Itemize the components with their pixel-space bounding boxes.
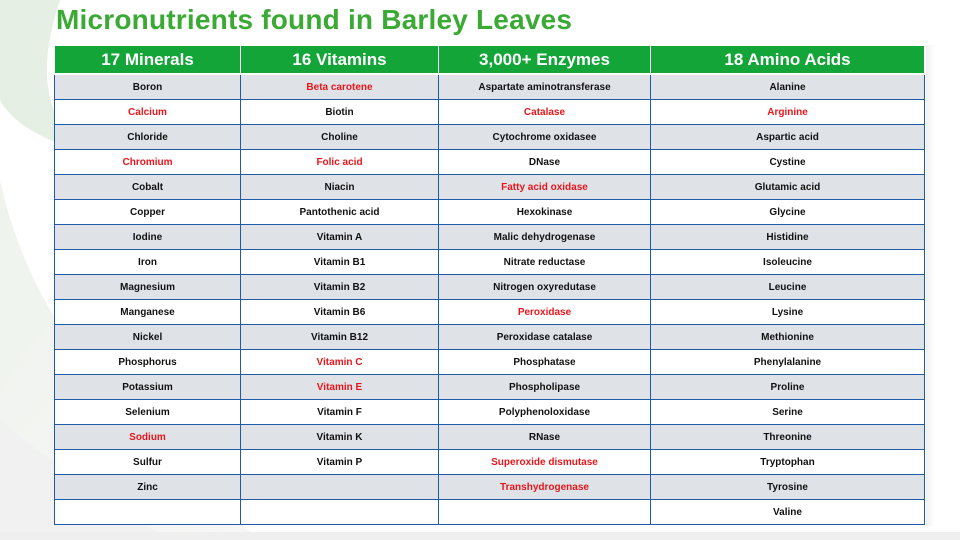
table-row	[55, 225, 925, 250]
mineral-cell: Selenium	[55, 400, 241, 425]
amino-acid-cell: Cystine	[651, 150, 925, 175]
mineral-cell: Magnesium	[55, 275, 241, 300]
amino-acid-cell: Isoleucine	[651, 250, 925, 275]
enzyme-cell: RNase	[439, 425, 651, 450]
enzyme-cell: Transhydrogenase	[439, 475, 651, 500]
table-shadow	[926, 45, 934, 526]
enzyme-cell: Polyphenoloxidase	[439, 400, 651, 425]
vitamin-cell: Beta carotene	[241, 74, 439, 100]
table-row	[55, 250, 925, 275]
table-row	[55, 500, 925, 525]
vitamin-cell: Vitamin B6	[241, 300, 439, 325]
slide-title: Micronutrients found in Barley Leaves	[56, 4, 573, 35]
amino-acid-cell: Histidine	[651, 225, 925, 250]
table-row	[55, 475, 925, 500]
enzyme-cell: Phospholipase	[439, 375, 651, 400]
vitamin-cell: Niacin	[241, 175, 439, 200]
mineral-cell: Zinc	[55, 475, 241, 500]
vitamin-cell: Vitamin P	[241, 450, 439, 475]
table-row	[55, 150, 925, 175]
enzyme-cell: Peroxidase catalase	[439, 325, 651, 350]
table-row	[55, 350, 925, 375]
vitamin-cell: Vitamin F	[241, 400, 439, 425]
table-row	[55, 175, 925, 200]
vitamin-cell	[241, 500, 439, 525]
header-amino-acids: 18 Amino Acids	[651, 46, 925, 75]
vitamin-cell: Vitamin C	[241, 350, 439, 375]
mineral-cell: Sulfur	[55, 450, 241, 475]
vitamin-cell: Folic acid	[241, 150, 439, 175]
mineral-cell: Cobalt	[55, 175, 241, 200]
mineral-cell: Boron	[55, 74, 241, 100]
amino-acid-cell: Proline	[651, 375, 925, 400]
vitamin-cell: Biotin	[241, 100, 439, 125]
enzyme-cell: Hexokinase	[439, 200, 651, 225]
table-row	[55, 125, 925, 150]
mineral-cell: Sodium	[55, 425, 241, 450]
table-row	[55, 100, 925, 125]
enzyme-cell: Nitrogen oxyredutase	[439, 275, 651, 300]
table-row	[55, 425, 925, 450]
enzyme-cell: Peroxidase	[439, 300, 651, 325]
header-minerals: 17 Minerals	[55, 46, 241, 75]
mineral-cell: Chloride	[55, 125, 241, 150]
enzyme-cell: Nitrate reductase	[439, 250, 651, 275]
amino-acid-cell: Valine	[651, 500, 925, 525]
enzyme-cell: Phosphatase	[439, 350, 651, 375]
vitamin-cell: Pantothenic acid	[241, 200, 439, 225]
micronutrients-table	[54, 45, 925, 525]
table-row	[55, 275, 925, 300]
table-body	[55, 74, 925, 525]
amino-acid-cell: Serine	[651, 400, 925, 425]
enzyme-cell: Fatty acid oxidase	[439, 175, 651, 200]
mineral-cell: Iron	[55, 250, 241, 275]
vitamin-cell: Vitamin A	[241, 225, 439, 250]
enzyme-cell: Catalase	[439, 100, 651, 125]
table-row	[55, 325, 925, 350]
amino-acid-cell: Tyrosine	[651, 475, 925, 500]
mineral-cell: Nickel	[55, 325, 241, 350]
amino-acid-cell: Glycine	[651, 200, 925, 225]
enzyme-cell: Aspartate aminotransferase	[439, 74, 651, 100]
header-vitamins: 16 Vitamins	[241, 46, 439, 75]
vitamin-cell: Vitamin B1	[241, 250, 439, 275]
mineral-cell: Chromium	[55, 150, 241, 175]
enzyme-cell: DNase	[439, 150, 651, 175]
enzyme-cell: Cytochrome oxidasee	[439, 125, 651, 150]
mineral-cell: Phosphorus	[55, 350, 241, 375]
enzyme-cell: Malic dehydrogenase	[439, 225, 651, 250]
table-row	[55, 400, 925, 425]
vitamin-cell: Vitamin E	[241, 375, 439, 400]
vitamin-cell: Vitamin B12	[241, 325, 439, 350]
amino-acid-cell: Phenylalanine	[651, 350, 925, 375]
vitamin-cell: Vitamin K	[241, 425, 439, 450]
amino-acid-cell: Methionine	[651, 325, 925, 350]
micronutrients-table-container	[54, 45, 925, 525]
amino-acid-cell: Arginine	[651, 100, 925, 125]
amino-acid-cell: Tryptophan	[651, 450, 925, 475]
mineral-cell: Calcium	[55, 100, 241, 125]
mineral-cell: Manganese	[55, 300, 241, 325]
amino-acid-cell: Glutamic acid	[651, 175, 925, 200]
table-row	[55, 74, 925, 100]
amino-acid-cell: Aspartic acid	[651, 125, 925, 150]
amino-acid-cell: Alanine	[651, 74, 925, 100]
mineral-cell: Iodine	[55, 225, 241, 250]
mineral-cell	[55, 500, 241, 525]
enzyme-cell	[439, 500, 651, 525]
vitamin-cell: Choline	[241, 125, 439, 150]
amino-acid-cell: Threonine	[651, 425, 925, 450]
header-enzymes: 3,000+ Enzymes	[439, 46, 651, 75]
enzyme-cell: Superoxide dismutase	[439, 450, 651, 475]
mineral-cell: Copper	[55, 200, 241, 225]
vitamin-cell: Vitamin B2	[241, 275, 439, 300]
table-row	[55, 450, 925, 475]
amino-acid-cell: Leucine	[651, 275, 925, 300]
table-row	[55, 300, 925, 325]
amino-acid-cell: Lysine	[651, 300, 925, 325]
table-row	[55, 375, 925, 400]
vitamin-cell	[241, 475, 439, 500]
mineral-cell: Potassium	[55, 375, 241, 400]
table-header-row	[55, 46, 925, 75]
table-row	[55, 200, 925, 225]
